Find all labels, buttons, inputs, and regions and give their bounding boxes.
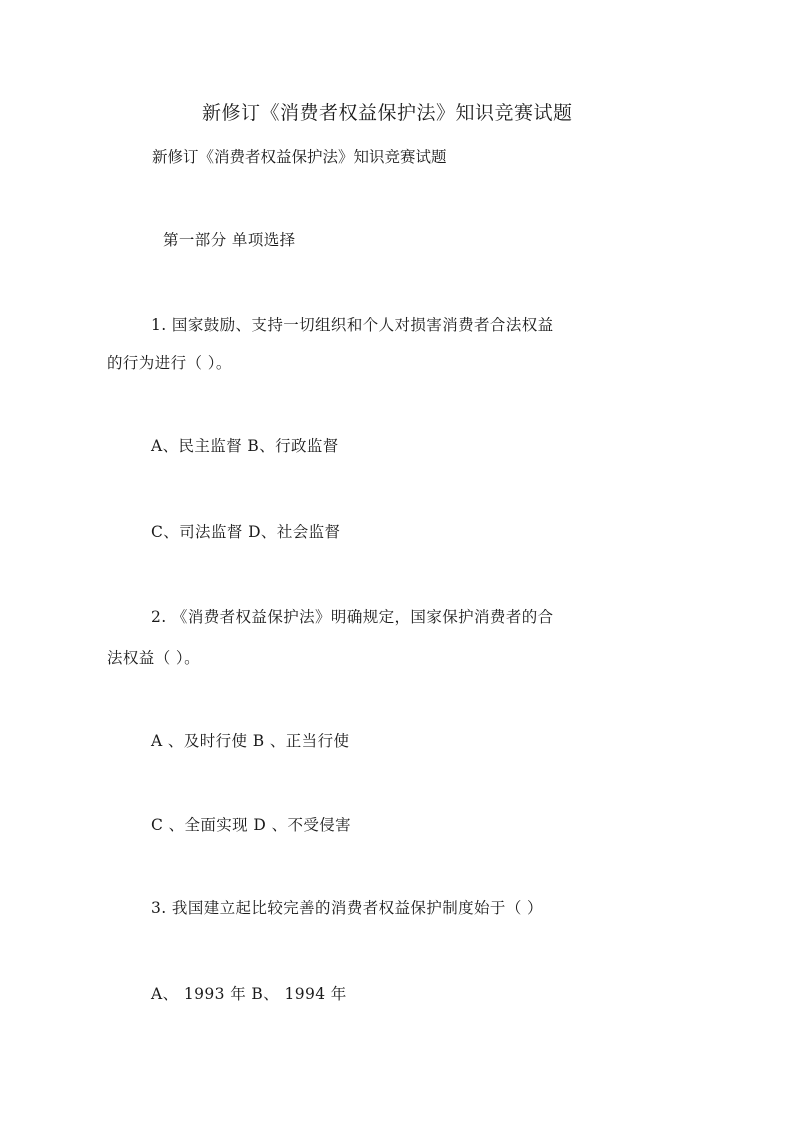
question-options-line: C、司法监督 D、社会监督 [151, 523, 341, 541]
question-options-line: C 、全面实现 D 、不受侵害 [151, 816, 352, 834]
question-options-line: A 、及时行使 B 、正当行使 [151, 732, 350, 750]
question-text-line: 2. 《消费者权益保护法》明确规定，国家保护消费者的合 [151, 608, 554, 626]
question-options-line: A、 1993 年 B、 1994 年 [151, 985, 347, 1003]
question-text-line: 1. 国家鼓励、支持一切组织和个人对损害消费者合法权益 [151, 316, 554, 334]
question-text-line: 3. 我国建立起比较完善的消费者权益保护制度始于（ ） [151, 899, 543, 917]
question-options-line: A、民主监督 B、行政监督 [151, 437, 339, 455]
section-heading: 第一部分 单项选择 [163, 231, 296, 249]
question-text-line: 的行为进行（ ）。 [107, 354, 232, 372]
question-text-line: 法权益（ ）。 [107, 649, 200, 667]
document-title: 新修订《消费者权益保护法》知识竞赛试题 [202, 102, 573, 124]
document-subtitle: 新修订《消费者权益保护法》知识竞赛试题 [152, 148, 447, 166]
